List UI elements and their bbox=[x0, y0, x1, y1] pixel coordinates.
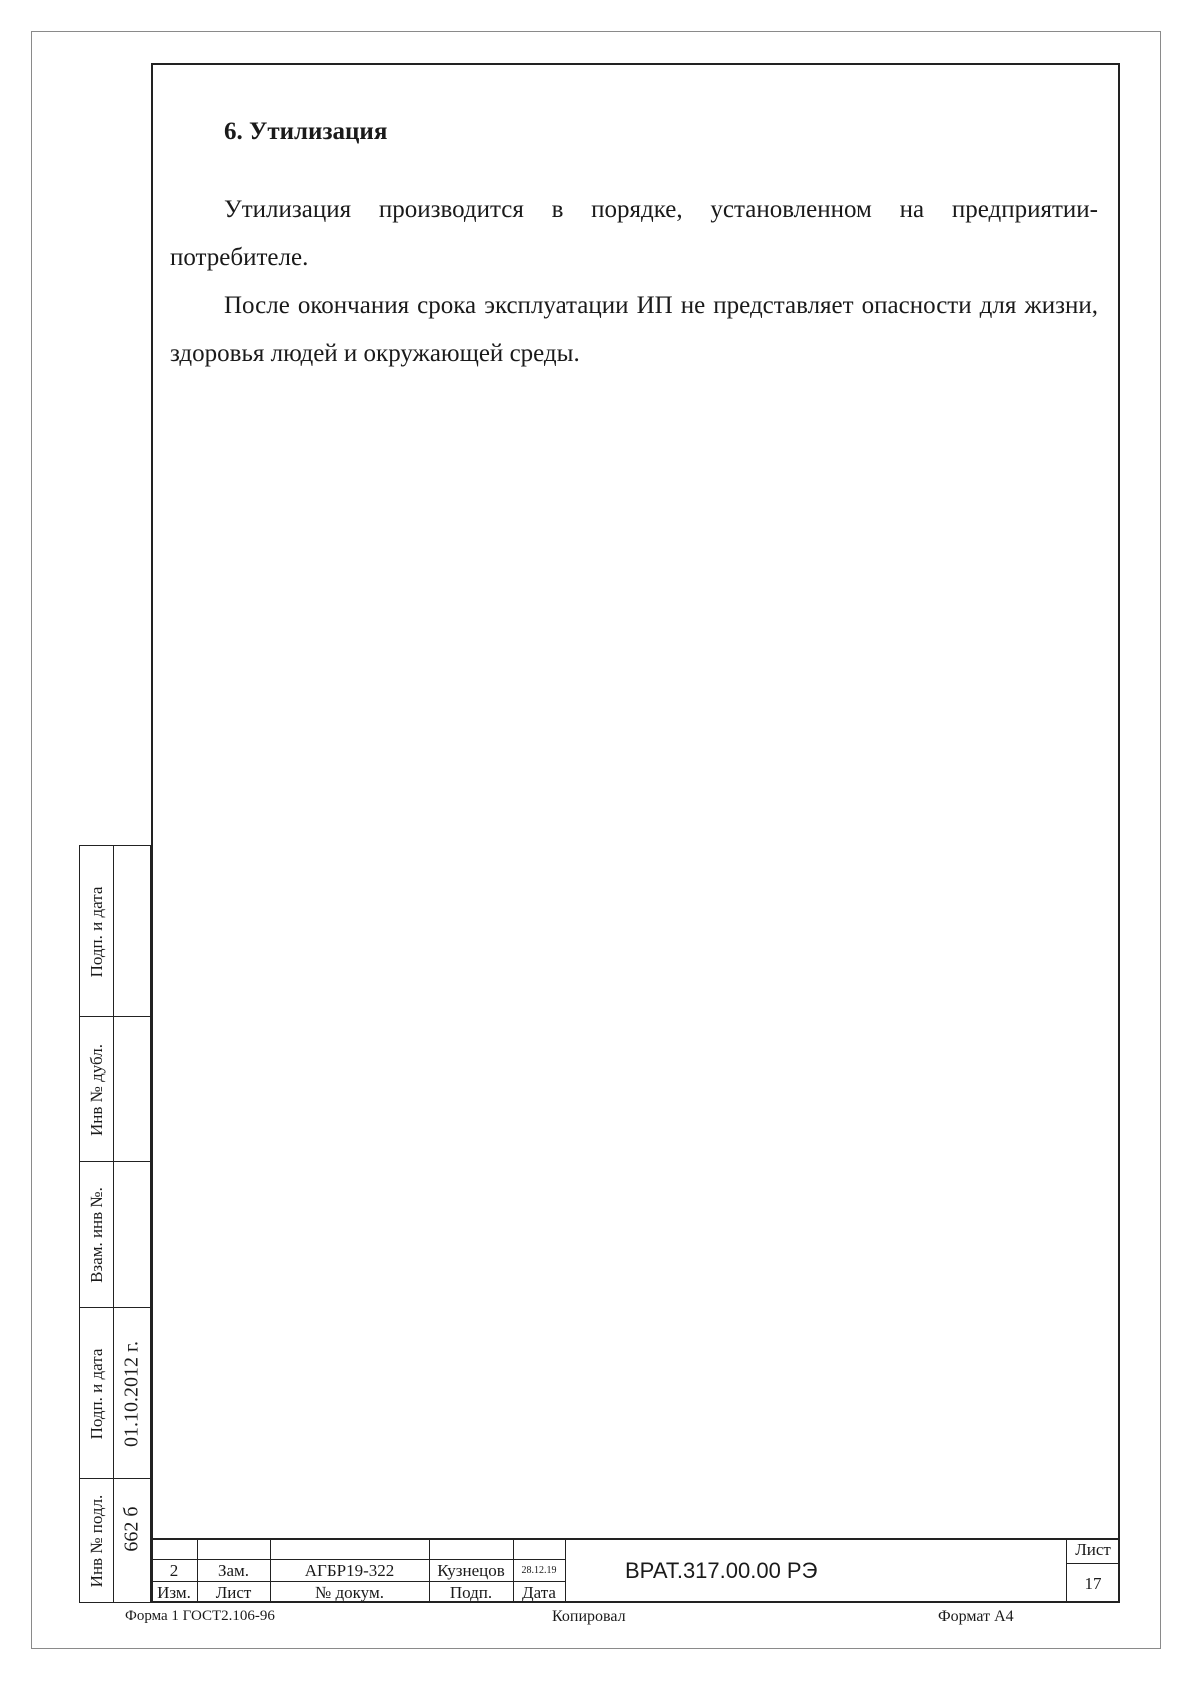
side-label-vzam-inv: Взам. инв №. bbox=[87, 1187, 106, 1283]
title-block bbox=[151, 1538, 1120, 1603]
footer-copied: Копировал bbox=[552, 1608, 626, 1625]
sheet-number: 17 bbox=[1084, 1574, 1102, 1593]
rev-number: 2 bbox=[169, 1561, 179, 1580]
section-heading: 6. Утилизация bbox=[224, 118, 388, 145]
rev-sign: Кузнецов bbox=[437, 1561, 505, 1580]
side-value-podp-date: 01.10.2012 г. bbox=[120, 1341, 143, 1447]
side-stamp-vzam-inv bbox=[79, 1161, 151, 1308]
footer-form: Форма 1 ГОСТ2.106-96 bbox=[125, 1608, 275, 1624]
side-value-inv-podl: 662 б bbox=[120, 1506, 143, 1552]
header-doc: № докум. bbox=[315, 1583, 384, 1602]
side-stamp-podp-data-2 bbox=[79, 1307, 151, 1479]
document-code: ВРАТ.317.00.00 РЭ bbox=[625, 1558, 818, 1583]
header-podp: Подп. bbox=[449, 1583, 493, 1602]
paragraph-1 bbox=[170, 186, 1098, 282]
rev-date: 28.12.19 bbox=[521, 1565, 557, 1576]
paragraph-2 bbox=[170, 282, 1098, 378]
side-label-inv-podl: Инв № подл. bbox=[87, 1494, 106, 1588]
side-stamp-inv-podl bbox=[79, 1478, 151, 1603]
sheet-label: Лист bbox=[1075, 1540, 1111, 1559]
rev-list: Зам. bbox=[217, 1561, 250, 1580]
side-label-inv-dubl: Инв № дубл. bbox=[87, 1043, 106, 1137]
paragraph-2-text: После окончания срока эксплуатации ИП не представляет опасности для жизни, здоровья людей и окружающей среды. bbox=[170, 292, 1098, 367]
footer-format: Формат А4 bbox=[938, 1608, 1014, 1625]
header-list: Лист bbox=[215, 1583, 252, 1602]
side-label-podp-data-2: Подп. и дата bbox=[87, 1348, 106, 1440]
side-stamp-podp-data-1 bbox=[79, 845, 151, 1017]
rev-doc: АГБР19-322 bbox=[304, 1561, 395, 1580]
paragraph-1-text: Утилизация производится в порядке, установленном на предприятии-потребителе. bbox=[170, 196, 1098, 271]
header-izm: Изм. bbox=[157, 1583, 191, 1602]
side-label-podp-data-1: Подп. и дата bbox=[87, 886, 106, 978]
side-stamp-inv-dubl bbox=[79, 1016, 151, 1162]
header-data: Дата bbox=[522, 1583, 556, 1602]
